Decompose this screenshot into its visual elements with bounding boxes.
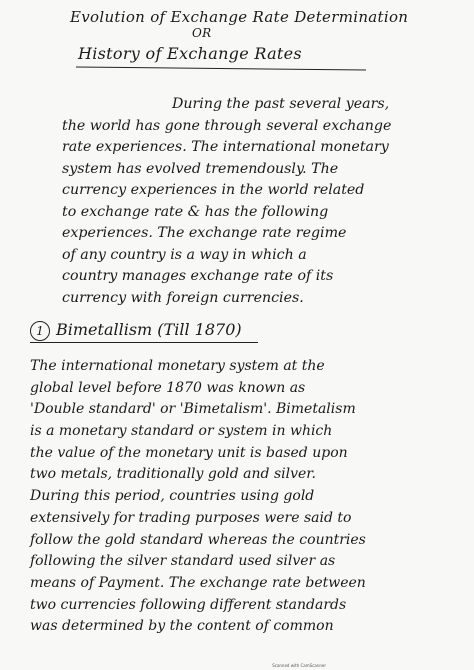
title-line-1: Evolution of Exchange Rate Determination — [70, 8, 409, 26]
paragraph-line: rate experiences. The international monetary — [62, 139, 389, 155]
paragraph-line: the world has gone through several exchange — [62, 117, 392, 134]
heading-underline — [30, 342, 258, 343]
title-line-2: History of Exchange Rates — [78, 44, 302, 63]
paragraph-line: During this period, countries using gold — [30, 488, 315, 505]
title-underline — [76, 66, 366, 70]
paragraph-line: During the past several years, — [172, 96, 390, 112]
paragraph-line: extensively for trading purposes were said to — [30, 509, 352, 526]
paragraph-line: following the silver standard used silver as — [30, 553, 336, 570]
paragraph-line: follow the gold standard whereas the countries — [30, 531, 366, 548]
paragraph-line: the value of the monetary unit is based upon — [30, 444, 348, 461]
paragraph-line: The international monetary system at the — [30, 358, 325, 374]
paragraph-line: two metals, traditionally gold and silver. — [30, 466, 316, 483]
section-number-badge: 1 — [30, 321, 50, 341]
intro-paragraph — [62, 94, 462, 309]
paragraph-line: two currencies following different standards — [30, 596, 347, 613]
paragraph-line: of any country is a way in which a — [62, 246, 307, 263]
section-heading-text: Bimetallism (Till 1870) — [56, 320, 242, 339]
title-or: OR — [192, 26, 212, 40]
paragraph-line: experiences. The exchange rate regime — [62, 225, 347, 241]
paragraph-line: is a monetary standard or system in which — [30, 423, 333, 440]
paragraph-line: 'Double standard' or 'Bimetalism'. Bimetalism — [30, 401, 356, 418]
paragraph-line: system has evolved tremendously. The — [62, 160, 339, 177]
paragraph-line: means of Payment. The exchange rate between — [30, 574, 366, 591]
paragraph-line: to exchange rate & has the following — [62, 203, 329, 220]
paragraph-line: was determined by the content of common — [30, 618, 334, 635]
section-paragraph — [30, 356, 470, 638]
paragraph-line: currency experiences in the world related — [62, 182, 365, 198]
scanner-watermark: Scanned with CamScanner — [272, 663, 326, 668]
paragraph-line: global level before 1870 was known as — [30, 379, 306, 396]
paragraph-line: country manages exchange rate of its — [62, 268, 334, 284]
section-heading — [30, 320, 242, 341]
paragraph-line: currency with foreign currencies. — [62, 289, 304, 306]
